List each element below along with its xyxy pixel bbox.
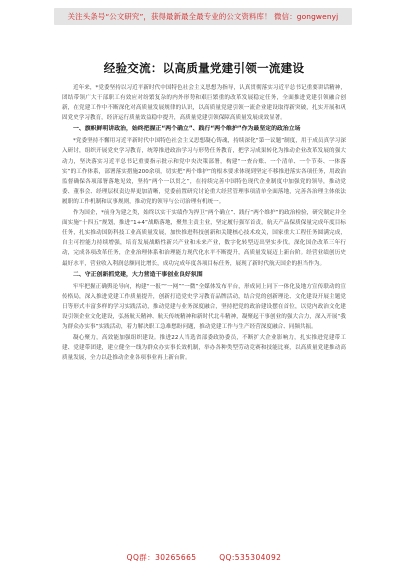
footer-contact [0, 552, 408, 563]
section-1-paragraph-2: 作为国企，*前身为建之类，始终以实干实绩作为捍卫“两个确立”、践行“两个维护”的政治检验，研究制定并全面实施“十四五”规划，推进“1+4”战略落地，聚焦主责主业，坚定履行强军首责，航天产品保质保量完成年度目标任务，扎实推动国防科技工业高质量发展，加快推进科技创新和关键核心技术攻关，国家重大工程任务圆满完成，自主可控能力持续增强，培育发展战略性新兴产业和未来产业，数字化转型迈出坚实步伐。深化国企改革三年行动，完成各项改革任务，企业治理体系和治理能力现代化水平不断提升，高质量发展迈上新台阶。经营业绩创历史最好水平，营业收入利润总额同比增长，成功完成年度各项目标任务，展现了新时代航天国企的担当作为。 [62, 210, 346, 267]
document-title: 经验交流：以高质量党建引领一流建设 [103, 61, 305, 75]
section-1-heading: 一、旗帜鲜明讲政治，始终把握正“两个确立”、践行“两个维护”作为最坚定的政治立场 [73, 126, 301, 133]
footer-qq-group: QQ群：30265665 [126, 553, 197, 562]
intro-paragraph: 近年来，*党委坚持以习近平新时代中国特色社会主义思想为指导，认真贯彻落实习近平总书记重要讲话精神，团结带领广大干部职工有效应对纷繁复杂的内外形势和艰巨繁重的改革发展稳定任务，全面推进党建引领融合创新，在党建工作中不断深化对高质量发展规律的认识，以高质量党建引领一流企业建设取得新突破，扎实开展和巩固党史学习教育，经济运行质量效益稳中提升，高质量党建引领保障高质量发展成效显著。 [62, 85, 346, 122]
section-1-paragraph-1: *党委坚持不懈用习近平新时代中国特色社会主义思想凝心铸魂，持续深化“第一议题”制度，用于成员真学习深入研讨，组织开展党史学习教育，统筹推进政治学习与形势任务教育，把学习成果转化为推动企业改革发展的强大动力，坚决落实习近平总书记重要指示批示和党中央决策部署，构建“一查台账、一个清单、一个节奏、一体落实”的工作体系，部署落实措施200余项，切实把“两个维护”的根本要求体现到坚定不移推进落实各项任务，用政治监督确保各项部署落地见效，坚持“两个一以贯之”，在持续完善中国特色现代企业制度中加强党的领导，推动党委、董事会、经理层权责边界更加清晰，党委前置研究讨论重大经营管理事项清单全面落地，完善各治理主体依法履职的工作机制和议事规则，推动党的领导与公司治理有机统一。 [62, 138, 346, 205]
footer-qq: QQ:535304092 [219, 553, 282, 562]
section-2-paragraph-1: 牢牢把握正确舆论导向，构建“一报”“一网”“一微”全媒体发布平台，形成同上同下一体化及地方宣传联动的宣传格局，深入推进党建工作质量提升，创新打造党史学习教育品牌活动，结合党的创新理论、文化建设开展主题党日等形式丰富多样的学习实践活动，推动党建与业务深度融合，坚持把党的政治建设摆在首位，以党内政治文化建设引领企业文化建设，弘扬航天精神、航天传统精神和新时代北斗精神，凝聚起干事创业的强大合力，深入开展“我为群众办实事”实践活动，着力解决职工急难愁盼问题，推动党建工作与生产经营深度融合、同频共振。 [62, 283, 346, 330]
section-2-heading: 二、守正创新抓党建，大力营造干事创业良好氛围 [73, 271, 203, 278]
top-banner [54, 8, 352, 25]
section-2-paragraph-2: 凝心聚力，高效能加强组织建设。推进22人当选省部委政协委员，不断扩大企业影响力，扎实推进党建带工建、党建带团建，建立健全一线为群众办实事长效机制，举办各种类型劳动竞赛和技能比赛，以高质量党建推动高质量发展，全力以赴推动企业各项事业再上新台阶。 [62, 335, 346, 362]
document-page [62, 60, 346, 364]
banner-text: 关注头条号“公文研究”，获得最新最全最专业的公文资料库！ 微信：gongwenyj [67, 12, 339, 21]
